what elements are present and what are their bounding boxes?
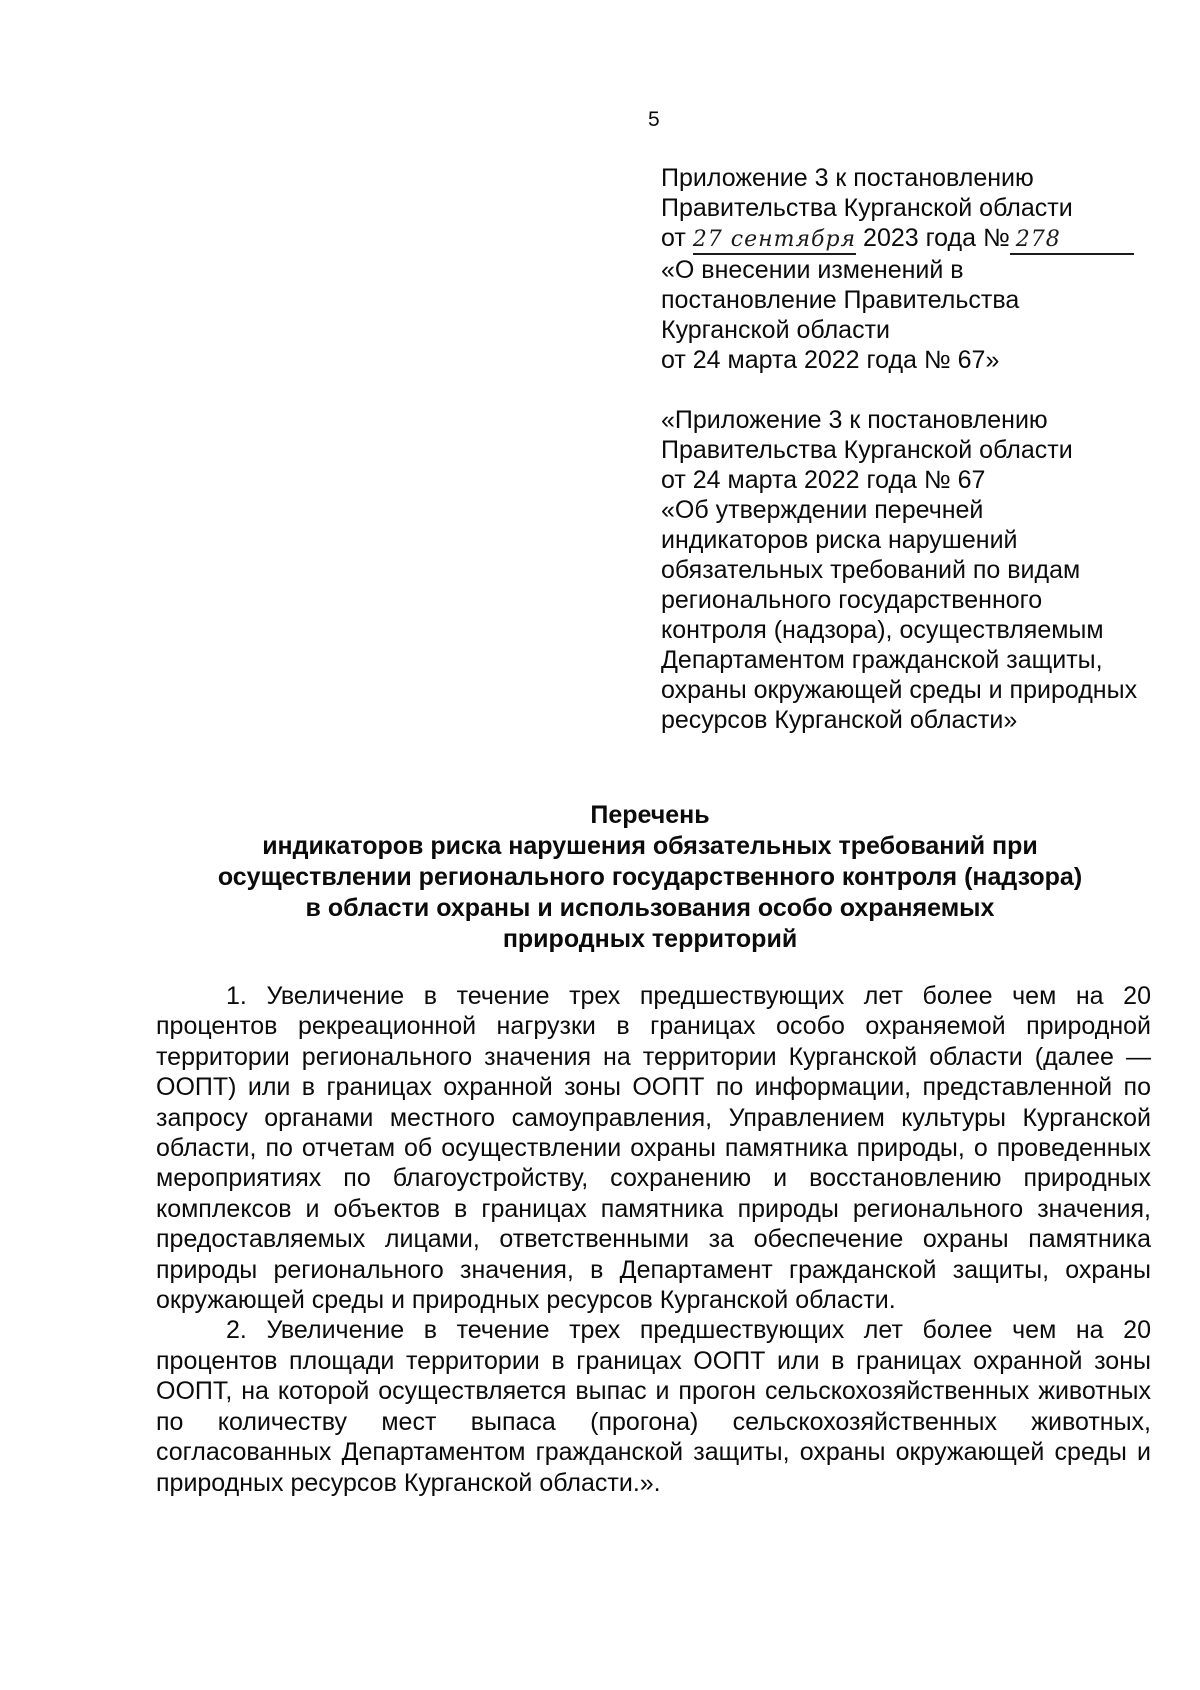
handwritten-number: 278 [1010, 227, 1134, 255]
appendix-line-5: постановление Правительства [661, 286, 1020, 314]
quoted-line-11: ресурсов Курганской области» [661, 706, 1018, 734]
quoted-line-4: «Об утверждении перечней [661, 496, 984, 524]
title-line-3: осуществлении регионального государственного контроля (надзора) [217, 863, 1083, 891]
appendix-line-6: Курганской области [661, 316, 891, 344]
year-label: 2023 года № [863, 224, 1010, 252]
appendix-header [661, 163, 1181, 735]
document-body [156, 981, 1151, 1498]
appendix-line-3 [661, 223, 1181, 255]
quoted-line-7: регионального государственного [661, 586, 1043, 614]
quoted-line-9: Департаментом гражданской защиты, [661, 646, 1103, 674]
quoted-line-2: Правительства Курганской области [661, 436, 1073, 464]
date-prefix: от [661, 224, 686, 252]
title-line-4: в области охраны и использования особо охраняемых [305, 894, 995, 922]
quoted-line-8: контроля (надзора), осуществляемым [661, 616, 1104, 644]
quoted-line-1: «Приложение 3 к постановлению [661, 406, 1048, 434]
appendix-line-7: от 24 марта 2022 года № 67» [661, 346, 1000, 374]
page-number: 5 [648, 108, 660, 131]
paragraph-2: 2. Увеличение в течение трех предшествующих лет более чем на 20 процентов площади территории в границах ООПТ или в границах охранной зоны ООПТ, на которой осуществляется выпас и прогон сельскохозяйственных животных по количеству мест выпаса (прогона) сельскохозяйственных животных, согласованных Департаментом гражданской защиты, охраны окружающей среды и природных ресурсов Курганской области.». [156, 1316, 1151, 1497]
title-line-5: природных территорий [502, 925, 798, 953]
handwritten-date: 27 сентября [693, 227, 856, 255]
quoted-appendix [661, 405, 1181, 735]
quoted-line-5: индикаторов риска нарушений [661, 526, 1018, 554]
paragraph-1: 1. Увеличение в течение трех предшествующих лет более чем на 20 процентов рекреационной нагрузки в границах особо охраняемой природной территории регионального значения на территории Курганской области (далее — ООПТ) или в границах охранной зоны ООПТ по информации, представленной по запросу органами местного самоуправления, Управлением культуры Курганской области, по отчетам об осуществлении охраны памятника природы, о проведенных мероприятиях по благоустройству, сохранению и восстановлению природных комплексов и объектов в границах памятника природы регионального значения, предоставляемых лицами, ответственными за обеспечение охраны памятника природы регионального значения, в Департамент гражданской защиты, охраны окружающей среды и природных ресурсов Курганской области. [156, 982, 1151, 1315]
document-title [150, 800, 1150, 955]
appendix-line-2: Правительства Курганской области [661, 194, 1073, 222]
appendix-line-1: Приложение 3 к постановлению [661, 164, 1034, 192]
quoted-line-6: обязательных требований по видам [661, 556, 1081, 584]
quoted-line-3: от 24 марта 2022 года № 67 [661, 466, 986, 494]
title-line-1: Перечень [590, 801, 710, 829]
quoted-line-10: охраны окружающей среды и природных [661, 676, 1138, 704]
appendix-line-4: «О внесении изменений в [661, 256, 964, 284]
title-line-2: индикаторов риска нарушения обязательных требований при [262, 832, 1038, 860]
